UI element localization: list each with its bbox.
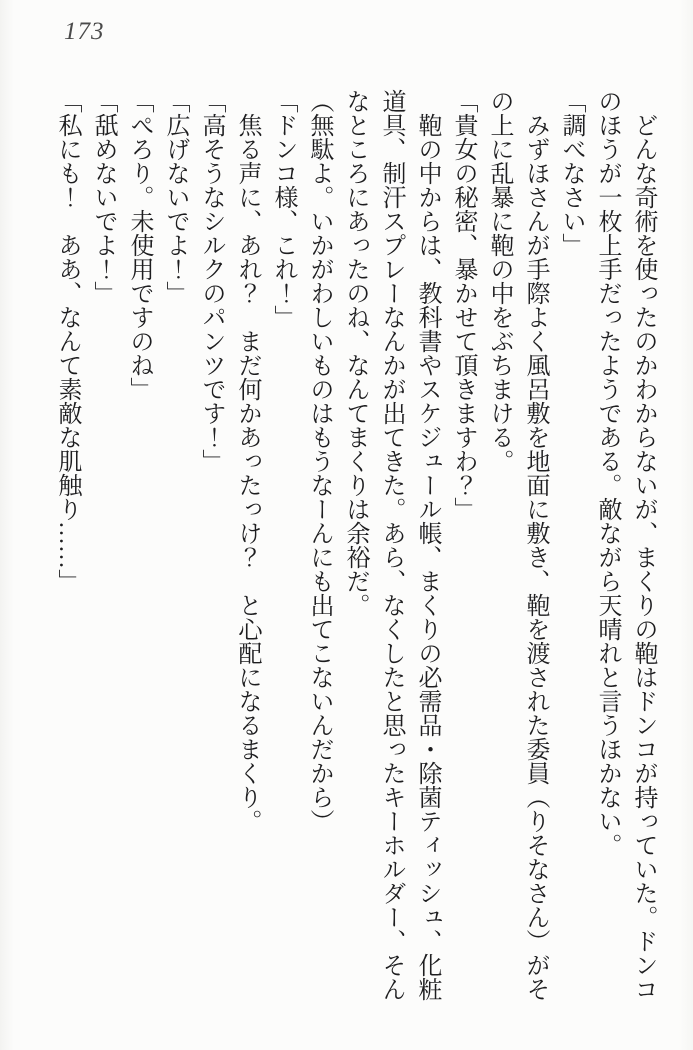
text-line: 「舐めないでよ！」 (90, 89, 116, 305)
text-line: なところにあったのね、なんてまくりは余裕だ。 (342, 89, 368, 617)
text-line: 「私にも！ ああ、なんて素敵な肌触り……」 (54, 89, 80, 593)
text-line: どんな奇術を使ったのかわからないが、まくりの鞄はドンコが持っていた。ドンコ (630, 89, 656, 1001)
text-line: のほうが一枚上手だったようである。敵ながら天晴れと言うほかない。 (594, 89, 620, 857)
text-line: 「貴女の秘密、暴かせて頂きますわ？」 (450, 89, 476, 521)
text-line: みずほさんが手際よく風呂敷を地面に敷き、鞄を渡された委員（りそなさん）がそ (522, 89, 548, 1001)
text-line: 「広げないでよ！」 (162, 89, 188, 305)
text-line: 「ドンコ様、これ！」 (270, 89, 296, 329)
text-line: 「調べなさい」 (558, 89, 584, 257)
text-block (49, 89, 661, 1005)
text-line: の上に乱暴に鞄の中をぶちまける。 (486, 89, 512, 473)
text-line: 鞄の中からは、教科書やスケジュール帳、まくりの必需品・除菌ティッシュ、化粧 (414, 89, 440, 1001)
text-line: 「高そうなシルクのパンツです！」 (198, 89, 224, 473)
text-line: （無駄よ。いかがわしいものはもうなーんにも出てこないんだから） (306, 89, 332, 833)
text-line: 道具、制汗スプレーなんかが出てきた。あら、なくしたと思ったキーホルダー、そん (378, 89, 404, 1001)
page-number: 173 (64, 18, 105, 45)
text-line: 焦る声に、あれ？ まだ何かあったっけ？ と心配になるまくり。 (234, 89, 260, 833)
text-line: 「ぺろり。未使用ですのね」 (126, 89, 152, 401)
